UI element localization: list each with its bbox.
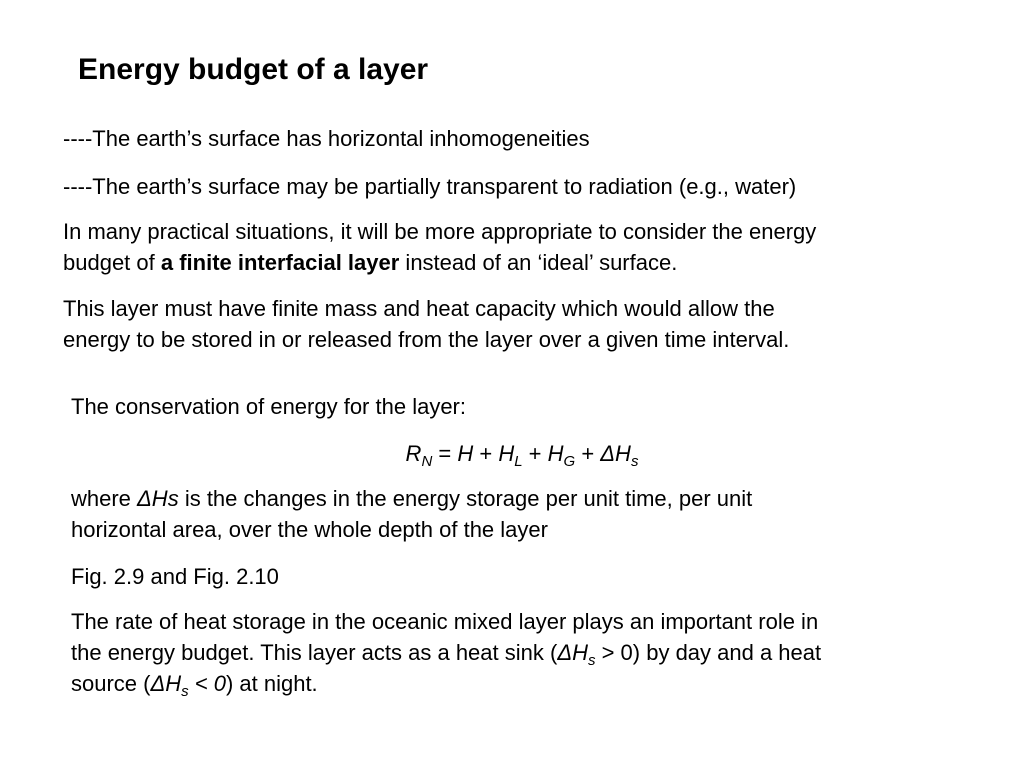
paragraph-line (71, 668, 971, 699)
energy-balance-equation (0, 438, 1024, 469)
eq-subscript: N (421, 453, 433, 470)
text-run: budget of (63, 250, 161, 275)
eq-term-rn (405, 441, 433, 470)
slide-title: Energy budget of a layer (78, 53, 429, 86)
eq-term-h: H (457, 441, 474, 466)
text-run: the energy budget. This layer acts as a heat sink ( (71, 640, 558, 665)
text-run: where (71, 486, 138, 511)
eq-subscript: L (514, 453, 523, 470)
paragraph-heat-capacity (63, 293, 963, 355)
paragraph-line (71, 483, 971, 514)
symbol-delta-h: ΔH (150, 671, 182, 696)
eq-subscript: s (630, 453, 639, 470)
paragraph-line: This layer must have finite mass and heat capacity which would allow the (63, 296, 775, 321)
condition-less-than-zero: < 0 (188, 671, 226, 696)
paragraph-finite-layer (63, 216, 963, 278)
emphasis-finite-interfacial-layer: a finite interfacial layer (160, 250, 400, 275)
paragraph-line: energy to be stored in or released from the layer over a given time interval. (63, 327, 790, 352)
text-run: source ( (71, 671, 151, 696)
eq-term-hg (547, 441, 576, 470)
eq-operator: + (473, 441, 499, 466)
text-run: ) at night. (225, 671, 318, 696)
figure-reference: Fig. 2.9 and Fig. 2.10 (71, 564, 279, 589)
symbol-subscript-s: s (181, 683, 189, 700)
eq-symbol: ΔH (600, 441, 631, 466)
text-run: > 0) by day and a heat (595, 640, 822, 665)
bullet-partially-transparent: ----The earth’s surface may be partially transparent to radiation (e.g., water) (63, 174, 797, 199)
symbol-delta-h: ΔH (557, 640, 588, 665)
paragraph-heat-storage-rate (71, 606, 971, 699)
paragraph-line (71, 637, 971, 668)
eq-operator: + (575, 441, 601, 466)
eq-term-hl (498, 441, 523, 470)
eq-symbol: H (547, 441, 564, 466)
eq-symbol: R (405, 441, 422, 466)
paragraph-line: The rate of heat storage in the oceanic mixed layer plays an important role in (71, 609, 819, 634)
text-run: instead of an ‘ideal’ surface. (399, 250, 678, 275)
eq-operator: + (522, 441, 548, 466)
text-run: is the changes in the energy storage per unit time, per unit (178, 486, 753, 511)
conservation-heading: The conservation of energy for the layer: (71, 394, 466, 419)
bullet-horizontal-inhomogeneities: ----The earth’s surface has horizontal inhomogeneities (63, 126, 590, 151)
paragraph-line: In many practical situations, it will be more appropriate to consider the energy (63, 219, 817, 244)
paragraph-line (63, 247, 963, 278)
symbol-delta-hs: ΔHs (137, 486, 179, 511)
eq-operator: = (432, 441, 458, 466)
eq-subscript: G (563, 453, 576, 470)
paragraph-line: horizontal area, over the whole depth of the layer (71, 517, 548, 542)
paragraph-where (71, 483, 971, 545)
symbol-subscript-s: s (587, 652, 596, 669)
eq-symbol: H (498, 441, 515, 466)
eq-term-dhs (600, 441, 639, 470)
